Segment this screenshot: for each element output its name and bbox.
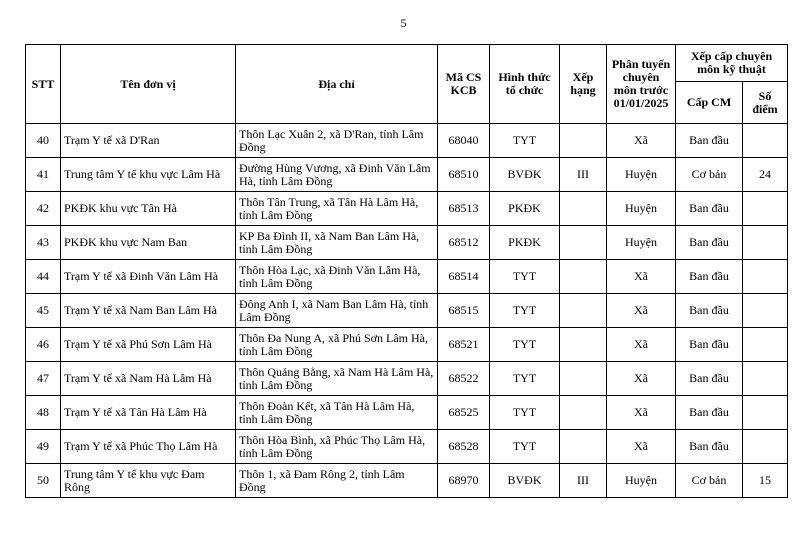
cell-hinh-thuc: BVĐK <box>490 464 560 498</box>
header-hinh-thuc: Hình thức tổ chức <box>490 45 560 124</box>
cell-dia-chi: Thôn Đoàn Kết, xã Tân Hà Lâm Hà, tỉnh Lâm Đồng <box>236 396 438 430</box>
cell-cap-cm: Ban đầu <box>676 328 743 362</box>
cell-ma-cs: 68513 <box>438 192 490 226</box>
cell-dia-chi: Đông Anh I, xã Nam Ban Lâm Hà, tỉnh Lâm Đồng <box>236 294 438 328</box>
cell-cap-cm: Ban đầu <box>676 226 743 260</box>
cell-xep-hang <box>560 362 607 396</box>
cell-so-diem: 15 <box>743 464 788 498</box>
cell-ma-cs: 68510 <box>438 158 490 192</box>
cell-dia-chi: Thôn Quảng Bằng, xã Nam Hà Lâm Hà, tỉnh Lâm Đồng <box>236 362 438 396</box>
header-dia-chi: Địa chỉ <box>236 45 438 124</box>
table-row <box>26 192 788 226</box>
cell-cap-cm: Ban đầu <box>676 260 743 294</box>
cell-hinh-thuc: TYT <box>490 260 560 294</box>
table-row <box>26 396 788 430</box>
cell-ten-don-vi: Trung tâm Y tế khu vực Lâm Hà <box>61 158 236 192</box>
cell-so-diem <box>743 362 788 396</box>
cell-phan-tuyen: Xã <box>607 396 676 430</box>
cell-xep-hang: III <box>560 158 607 192</box>
cell-xep-hang <box>560 226 607 260</box>
cell-cap-cm: Ban đầu <box>676 192 743 226</box>
table-row <box>26 362 788 396</box>
cell-hinh-thuc: TYT <box>490 124 560 158</box>
cell-cap-cm: Ban đầu <box>676 294 743 328</box>
cell-phan-tuyen: Huyện <box>607 226 676 260</box>
cell-so-diem <box>743 328 788 362</box>
cell-hinh-thuc: TYT <box>490 294 560 328</box>
header-xep-cap: Xếp cấp chuyên môn kỹ thuật <box>676 45 788 82</box>
cell-so-diem <box>743 396 788 430</box>
cell-cap-cm: Ban đầu <box>676 362 743 396</box>
cell-so-diem <box>743 430 788 464</box>
cell-so-diem <box>743 226 788 260</box>
cell-xep-hang <box>560 396 607 430</box>
cell-stt: 45 <box>26 294 61 328</box>
cell-hinh-thuc: PKĐK <box>490 192 560 226</box>
cell-ten-don-vi: PKĐK khu vực Nam Ban <box>61 226 236 260</box>
cell-xep-hang <box>560 124 607 158</box>
header-stt: STT <box>26 45 61 124</box>
cell-cap-cm: Ban đầu <box>676 396 743 430</box>
cell-phan-tuyen: Xã <box>607 430 676 464</box>
cell-xep-hang <box>560 260 607 294</box>
cell-so-diem <box>743 124 788 158</box>
table-row <box>26 158 788 192</box>
cell-dia-chi: Thôn Tân Trung, xã Tân Hà Lâm Hà, tỉnh Lâm Đồng <box>236 192 438 226</box>
header-cap-cm: Cấp CM <box>676 82 743 124</box>
cell-ten-don-vi: Trạm Y tế xã D'Ran <box>61 124 236 158</box>
table-row <box>26 226 788 260</box>
cell-stt: 47 <box>26 362 61 396</box>
cell-phan-tuyen: Huyện <box>607 158 676 192</box>
cell-stt: 44 <box>26 260 61 294</box>
cell-hinh-thuc: BVĐK <box>490 158 560 192</box>
table-row <box>26 464 788 498</box>
cell-stt: 49 <box>26 430 61 464</box>
cell-cap-cm: Cơ bản <box>676 158 743 192</box>
cell-so-diem <box>743 192 788 226</box>
header-phan-tuyen: Phân tuyến chuyên môn trước 01/01/2025 <box>607 45 676 124</box>
header-so-diem: Số điểm <box>743 82 788 124</box>
cell-phan-tuyen: Xã <box>607 294 676 328</box>
cell-stt: 43 <box>26 226 61 260</box>
cell-stt: 48 <box>26 396 61 430</box>
table-row <box>26 328 788 362</box>
cell-ma-cs: 68525 <box>438 396 490 430</box>
cell-phan-tuyen: Huyện <box>607 464 676 498</box>
table-row <box>26 430 788 464</box>
cell-stt: 41 <box>26 158 61 192</box>
cell-stt: 42 <box>26 192 61 226</box>
cell-cap-cm: Ban đầu <box>676 124 743 158</box>
cell-xep-hang <box>560 430 607 464</box>
cell-cap-cm: Cơ bản <box>676 464 743 498</box>
cell-xep-hang: III <box>560 464 607 498</box>
cell-hinh-thuc: TYT <box>490 396 560 430</box>
cell-ma-cs: 68528 <box>438 430 490 464</box>
cell-stt: 50 <box>26 464 61 498</box>
cell-ten-don-vi: Trạm Y tế xã Phúc Thọ Lâm Hà <box>61 430 236 464</box>
cell-ma-cs: 68040 <box>438 124 490 158</box>
cell-phan-tuyen: Huyện <box>607 192 676 226</box>
table-body <box>26 124 788 498</box>
cell-ten-don-vi: Trạm Y tế xã Phú Sơn Lâm Hà <box>61 328 236 362</box>
cell-dia-chi: Thôn Lạc Xuân 2, xã D'Ran, tỉnh Lâm Đồng <box>236 124 438 158</box>
cell-ten-don-vi: Trạm Y tế xã Nam Ban Lâm Hà <box>61 294 236 328</box>
header-xep-hang: Xếp hạng <box>560 45 607 124</box>
cell-stt: 46 <box>26 328 61 362</box>
header-ma-cs-kcb: Mã CS KCB <box>438 45 490 124</box>
cell-hinh-thuc: TYT <box>490 362 560 396</box>
cell-phan-tuyen: Xã <box>607 362 676 396</box>
cell-dia-chi: Thôn 1, xã Đam Rông 2, tỉnh Lâm Đồng <box>236 464 438 498</box>
cell-ten-don-vi: Trung tâm Y tế khu vực Đam Rông <box>61 464 236 498</box>
cell-ten-don-vi: Trạm Y tế xã Tân Hà Lâm Hà <box>61 396 236 430</box>
cell-hinh-thuc: TYT <box>490 430 560 464</box>
cell-phan-tuyen: Xã <box>607 124 676 158</box>
cell-xep-hang <box>560 328 607 362</box>
cell-ma-cs: 68970 <box>438 464 490 498</box>
cell-ten-don-vi: PKĐK khu vực Tân Hà <box>61 192 236 226</box>
table-row <box>26 294 788 328</box>
cell-hinh-thuc: TYT <box>490 328 560 362</box>
cell-ma-cs: 68515 <box>438 294 490 328</box>
page-number: 5 <box>400 16 407 30</box>
cell-hinh-thuc: PKĐK <box>490 226 560 260</box>
table-row <box>26 124 788 158</box>
cell-so-diem: 24 <box>743 158 788 192</box>
cell-so-diem <box>743 260 788 294</box>
header-ten-don-vi: Tên đơn vị <box>61 45 236 124</box>
cell-ten-don-vi: Trạm Y tế xã Nam Hà Lâm Hà <box>61 362 236 396</box>
cell-dia-chi: KP Ba Đình II, xã Nam Ban Lâm Hà, tỉnh Lâm Đồng <box>236 226 438 260</box>
cell-dia-chi: Đường Hùng Vương, xã Đinh Văn Lâm Hà, tỉnh Lâm Đồng <box>236 158 438 192</box>
cell-cap-cm: Ban đầu <box>676 430 743 464</box>
cell-ma-cs: 68521 <box>438 328 490 362</box>
cell-xep-hang <box>560 192 607 226</box>
cell-ten-don-vi: Trạm Y tế xã Đinh Văn Lâm Hà <box>61 260 236 294</box>
cell-so-diem <box>743 294 788 328</box>
cell-dia-chi: Thôn Hòa Lạc, xã Đinh Văn Lâm Hà, tỉnh Lâm Đồng <box>236 260 438 294</box>
cell-dia-chi: Thôn Đa Nung A, xã Phú Sơn Lâm Hà, tỉnh Lâm Đồng <box>236 328 438 362</box>
cell-stt: 40 <box>26 124 61 158</box>
cell-xep-hang <box>560 294 607 328</box>
cell-dia-chi: Thôn Hòa Bình, xã Phúc Thọ Lâm Hà, tỉnh Lâm Đồng <box>236 430 438 464</box>
facility-table <box>25 44 788 498</box>
table-row <box>26 260 788 294</box>
cell-ma-cs: 68514 <box>438 260 490 294</box>
cell-ma-cs: 68522 <box>438 362 490 396</box>
cell-ma-cs: 68512 <box>438 226 490 260</box>
cell-phan-tuyen: Xã <box>607 328 676 362</box>
cell-phan-tuyen: Xã <box>607 260 676 294</box>
